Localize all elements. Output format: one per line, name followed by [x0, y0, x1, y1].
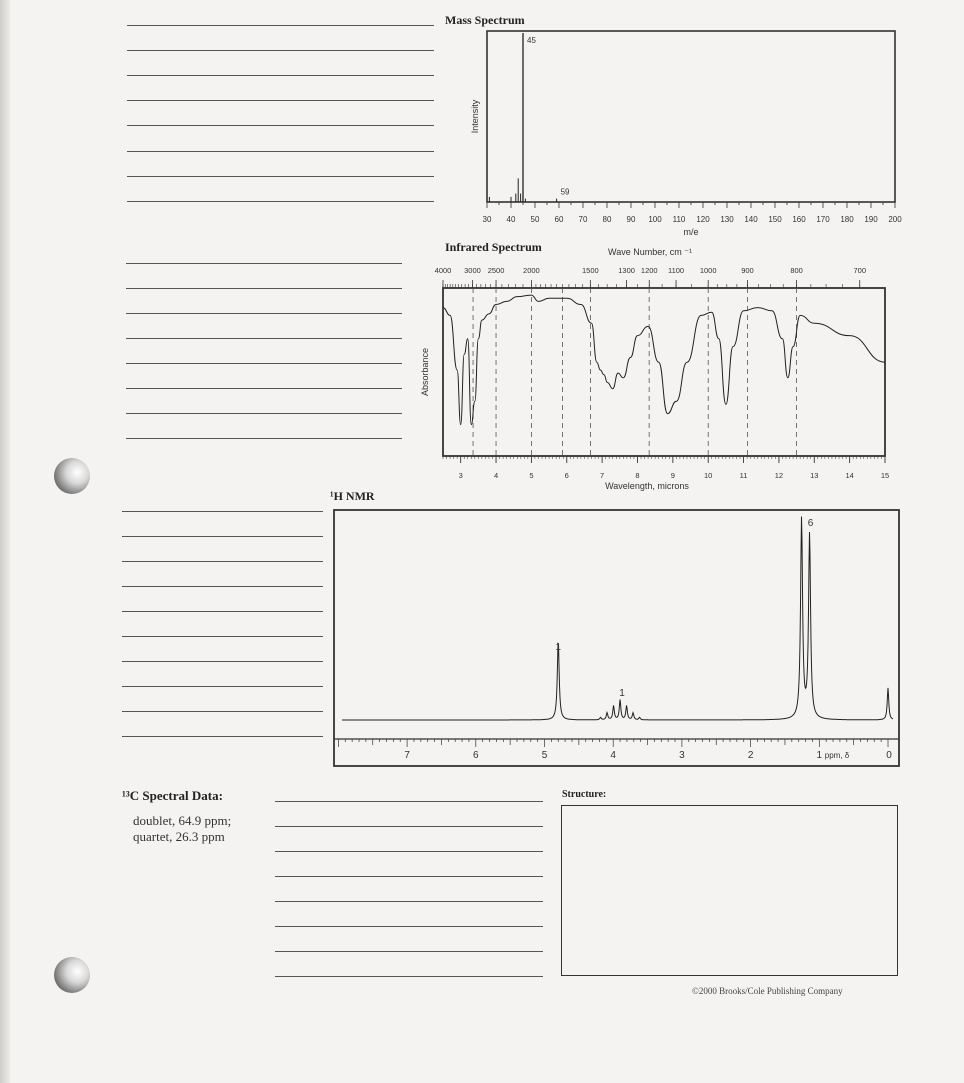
ir-bottom-tick-label: 12 [774, 471, 784, 480]
nmr-frame [334, 510, 899, 766]
ir-top-tick-label: 1000 [699, 266, 717, 275]
ms-tick-label: 200 [888, 215, 902, 224]
ir-spectrum-line [443, 295, 885, 424]
answer-line[interactable] [275, 976, 543, 977]
ms-tick-label: 60 [554, 215, 564, 224]
c13-title: ¹³C Spectral Data: [122, 788, 223, 803]
binder-hole-bottom [54, 957, 90, 993]
ms-ylabel: Intensity [470, 99, 480, 134]
ir-bottom-tick-label: 6 [564, 471, 569, 480]
ms-tick-label: 70 [578, 215, 588, 224]
answer-line[interactable] [275, 926, 543, 927]
answer-line[interactable] [275, 851, 543, 852]
ir-title: Infrared Spectrum [445, 240, 542, 254]
ms-tick-label: 50 [530, 215, 540, 224]
nmr-spectrum-line [342, 517, 893, 721]
ir-bottom-tick-label: 8 [635, 471, 640, 480]
ir-bottom-tick-label: 10 [704, 471, 713, 480]
ir-frame [443, 288, 885, 456]
ms-tick-label: 30 [482, 215, 492, 224]
nmr-tick-label: 1 [816, 750, 823, 761]
nmr-integration-label: 6 [807, 518, 814, 529]
ms-tick-label: 40 [506, 215, 516, 224]
ir-top-tick-label: 2000 [523, 266, 540, 275]
nmr-integration-label: 1 [555, 642, 562, 653]
copyright: ©2000 Brooks/Cole Publishing Company [692, 986, 843, 996]
c13-line-1: doublet, 64.9 ppm; [133, 813, 232, 828]
ir-bottom-tick-label: 15 [880, 471, 890, 480]
ir-bottom-tick-label: 3 [458, 471, 463, 480]
ir-bottom-tick-label: 9 [670, 471, 675, 480]
ms-tick-label: 170 [816, 215, 830, 224]
nmr-integration-label: 1 [619, 688, 625, 699]
ms-chart [0, 0, 964, 240]
ir-top-tick-label: 1100 [667, 266, 685, 275]
ms-tick-label: 90 [626, 215, 636, 224]
ir-xlabel: Wavelength, microns [605, 481, 689, 491]
ir-top-label: Wave Number, cm ⁻¹ [608, 247, 692, 257]
answer-line[interactable] [275, 901, 543, 902]
ir-top-tick-label: 1500 [581, 266, 599, 275]
ir-bottom-tick-label: 5 [529, 471, 534, 480]
ir-top-tick-label: 4000 [434, 266, 452, 275]
ms-tick-label: 80 [602, 215, 612, 224]
ms-tick-label: 110 [672, 215, 686, 224]
ir-bottom-tick-label: 14 [845, 471, 854, 480]
structure-box[interactable] [561, 805, 898, 976]
ms-title: Mass Spectrum [445, 13, 525, 27]
ms-tick-label: 100 [648, 215, 662, 224]
ms-frame [487, 31, 895, 202]
ms-tick-label: 140 [744, 215, 758, 224]
ms-tick-label: 120 [696, 215, 710, 224]
ir-bottom-tick-label: 11 [739, 471, 748, 480]
ms-peak-label: 59 [560, 187, 570, 197]
ir-ylabel: Absorbance [420, 347, 430, 397]
c13-data [133, 813, 231, 845]
ir-chart [0, 240, 964, 500]
ir-top-tick-label: 800 [790, 266, 803, 275]
answer-line[interactable] [275, 876, 543, 877]
nmr-title: ¹H NMR [330, 489, 375, 503]
structure-title: Structure: [562, 789, 607, 800]
ir-top-tick-label: 3000 [464, 266, 481, 275]
ir-top-tick-label: 1200 [640, 266, 658, 275]
ir-bottom-tick-label: 4 [493, 471, 499, 480]
ir-top-tick-label: 2500 [487, 266, 505, 275]
ms-tick-label: 130 [720, 215, 734, 224]
ir-bottom-tick-label: 7 [600, 471, 605, 480]
ms-tick-label: 150 [768, 215, 782, 224]
ir-bottom-tick-label: 13 [810, 471, 819, 480]
answer-line[interactable] [275, 826, 543, 827]
answer-line[interactable] [275, 951, 543, 952]
ir-top-tick-label: 700 [853, 266, 867, 275]
nmr-tick-label: 7 [404, 750, 410, 761]
ir-top-tick-label: 1300 [618, 266, 635, 275]
ms-xlabel: m/e [683, 227, 699, 237]
nmr-unit-label: ppm, δ [824, 751, 850, 760]
ms-tick-label: 160 [792, 215, 806, 224]
c13-line-2: quartet, 26.3 ppm [133, 829, 225, 844]
nmr-tick-label: 3 [679, 750, 685, 761]
ms-tick-label: 180 [840, 215, 854, 224]
nmr-tick-label: 2 [747, 750, 754, 761]
nmr-chart [0, 490, 964, 780]
nmr-tick-label: 6 [473, 750, 479, 761]
ir-top-tick-label: 900 [741, 266, 754, 275]
ms-peak-label: 45 [527, 36, 536, 45]
answer-line[interactable] [275, 801, 543, 802]
nmr-tick-label: 0 [886, 750, 892, 761]
nmr-tick-label: 5 [541, 750, 548, 761]
nmr-tick-label: 4 [610, 750, 616, 761]
ms-tick-label: 190 [864, 215, 878, 224]
